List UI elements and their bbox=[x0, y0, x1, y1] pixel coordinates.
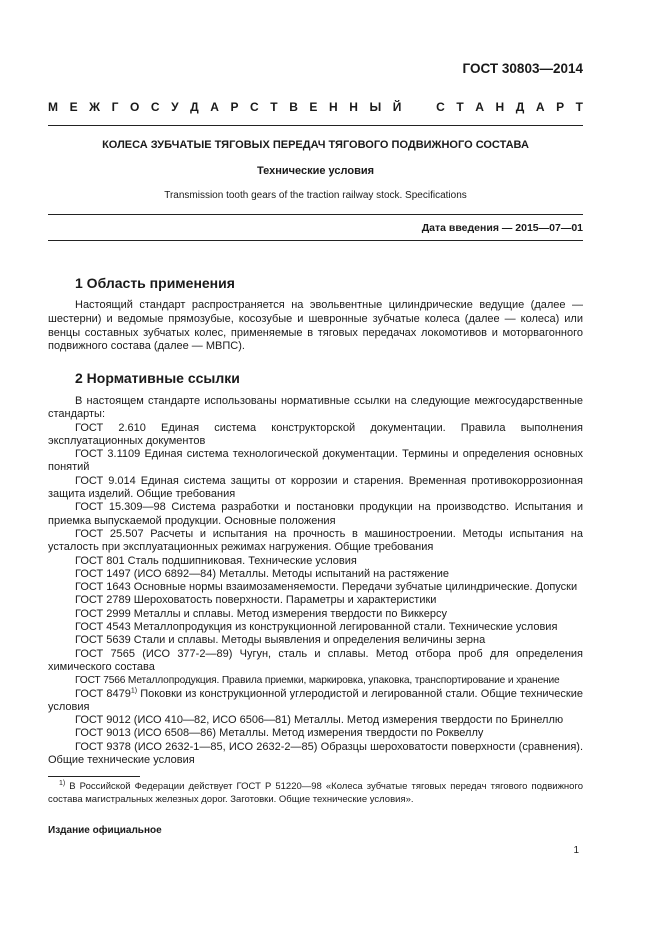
banner-letter: М bbox=[48, 100, 58, 114]
banner-letter: Й bbox=[392, 100, 402, 114]
reference-item: ГОСТ 9012 (ИСО 410—82, ИСО 6506—81) Металлы. Метод измерения твердости по Бринеллю bbox=[75, 714, 564, 727]
reference-item: ГОСТ 7566 Металлопродукция. Правила приемки, маркировка, упаковка, транспортирование и хранение bbox=[75, 675, 560, 687]
banner-letter: Д bbox=[515, 100, 525, 114]
reference-code: ГОСТ 8479 bbox=[75, 687, 131, 700]
section-1-heading: 1 Область применения bbox=[75, 275, 235, 291]
banner-letter: Т bbox=[575, 100, 583, 114]
banner-letter: Р bbox=[230, 100, 239, 114]
references-intro: В настоящем стандарте использованы нормативные ссылки на следующие межгосударственные стандарты: bbox=[48, 395, 583, 421]
reference-item: ГОСТ 9.014 Единая система защиты от коррозии и старения. Временная противокоррозионная защита изделий. Общие требования bbox=[48, 474, 583, 501]
banner-letter: Е bbox=[69, 100, 78, 114]
header-rule bbox=[48, 125, 583, 126]
footnote-marker: 1) bbox=[59, 779, 66, 787]
banner-letter: Н bbox=[329, 100, 338, 114]
date-rule bbox=[48, 240, 583, 241]
standard-type-banner bbox=[48, 100, 583, 114]
banner-letter: Д bbox=[190, 100, 199, 114]
reference-item: ГОСТ 1643 Основные нормы взаимозаменяемости. Передачи зубчатые цилиндрические. Допуски bbox=[75, 581, 578, 594]
reference-item: ГОСТ 2.610 Единая система конструкторской документации. Правила выполнения эксплуатационных документов bbox=[48, 421, 583, 447]
section-1-text: Настоящий стандарт распространяется на эвольвентные цилиндрические ведущие (далее — шестерни) и ведомые прямозубые, косозубые и шевронные зубчатые колеса (далее — колеса) или венцы составных зубчатых колес, применяемые в тяговых передачах локомотивов и моторвагонного подвижного состава (далее — МВПС). bbox=[48, 299, 583, 353]
banner-letter: С bbox=[250, 100, 259, 114]
banner-letter: А bbox=[535, 100, 545, 114]
official-edition-label: Издание официальное bbox=[48, 825, 162, 836]
banner-letter: В bbox=[289, 100, 298, 114]
section-2-heading: 2 Нормативные ссылки bbox=[75, 370, 240, 386]
reference-item: ГОСТ 9378 (ИСО 2632-1—85, ИСО 2632-2—85) Образцы шероховатости поверхности (сравнения). Общие технические условия bbox=[48, 740, 583, 767]
english-title: Transmission tooth gears of the traction railway stock. Specifications bbox=[164, 190, 467, 201]
document-title: КОЛЕСА ЗУБЧАТЫЕ ТЯГОВЫХ ПЕРЕДАЧ ТЯГОВОГО ПОДВИЖНОГО СОСТАВА bbox=[102, 139, 529, 151]
footnote bbox=[48, 781, 583, 806]
banner-letter: А bbox=[210, 100, 219, 114]
banner-letter: Н bbox=[349, 100, 358, 114]
normative-references-list bbox=[48, 395, 583, 767]
reference-item bbox=[48, 688, 583, 715]
banner-letter: Т bbox=[456, 100, 464, 114]
footnote-text: В Российской Федерации действует ГОСТ Р 51220—98 «Колеса зубчатые тяговых передач тягового подвижного состава магистральных железных дорог. Заготовки. Общие технические условия». bbox=[48, 781, 583, 805]
reference-item: ГОСТ 15.309—98 Система разработки и постановки продукции на производство. Испытания и приемка выпускаемой продукции. Основные положения bbox=[48, 501, 583, 527]
introduction-date: Дата введения — 2015—07—01 bbox=[421, 222, 583, 234]
reference-item: ГОСТ 2999 Металлы и сплавы. Метод измерения твердости по Виккерсу bbox=[75, 607, 447, 620]
banner-letter: С bbox=[150, 100, 160, 114]
banner-letter: С bbox=[436, 100, 445, 114]
banner-letter: Г bbox=[111, 100, 119, 114]
reference-item: ГОСТ 1497 (ИСО 6892—84) Металлы. Методы испытаний на растяжение bbox=[75, 567, 449, 580]
document-subtitle: Технические условия bbox=[256, 165, 375, 177]
reference-item: ГОСТ 4543 Металлопродукция из конструкционной легированной стали. Технические условия bbox=[75, 621, 558, 634]
footnote-separator bbox=[48, 776, 140, 777]
reference-item: ГОСТ 2789 Шероховатость поверхности. Параметры и характеристики bbox=[75, 594, 437, 607]
banner-letter: Ж bbox=[89, 100, 100, 114]
footnote-ref-marker: 1) bbox=[130, 686, 138, 694]
reference-item: ГОСТ 3.1109 Единая система технологической документации. Термины и определения основных понятий bbox=[48, 448, 583, 474]
banner-letter: Т bbox=[270, 100, 278, 114]
banner-letter: Н bbox=[495, 100, 505, 114]
standard-code: ГОСТ 30803—2014 bbox=[462, 61, 583, 76]
banner-letter: Е bbox=[309, 100, 318, 114]
banner-letter: У bbox=[171, 100, 179, 114]
reference-text: Поковки из конструкционной углеродистой и легированной стали. Общие технические условия bbox=[48, 687, 583, 713]
page-number: 1 bbox=[573, 845, 579, 856]
banner-letter: Ы bbox=[369, 100, 382, 114]
reference-item: ГОСТ 9013 (ИСО 6508—86) Металлы. Метод измерения твердости по Роквеллу bbox=[75, 727, 484, 740]
reference-item: ГОСТ 5639 Стали и сплавы. Методы выявления и определения величины зерна bbox=[75, 634, 486, 647]
title-rule bbox=[48, 214, 583, 215]
reference-item: ГОСТ 7565 (ИСО 377-2—89) Чугун, сталь и сплавы. Метод отбора проб для определения химического состава bbox=[48, 647, 583, 673]
reference-item: ГОСТ 25.507 Расчеты и испытания на прочность в машиностроении. Методы испытания на усталость при эксплуатационных режимах нагружения. Общие требования bbox=[48, 527, 583, 554]
banner-letter: Р bbox=[556, 100, 565, 114]
banner-letter: О bbox=[129, 100, 140, 114]
banner-letter: А bbox=[475, 100, 484, 114]
reference-item: ГОСТ 801 Сталь подшипниковая. Технические условия bbox=[75, 554, 357, 567]
